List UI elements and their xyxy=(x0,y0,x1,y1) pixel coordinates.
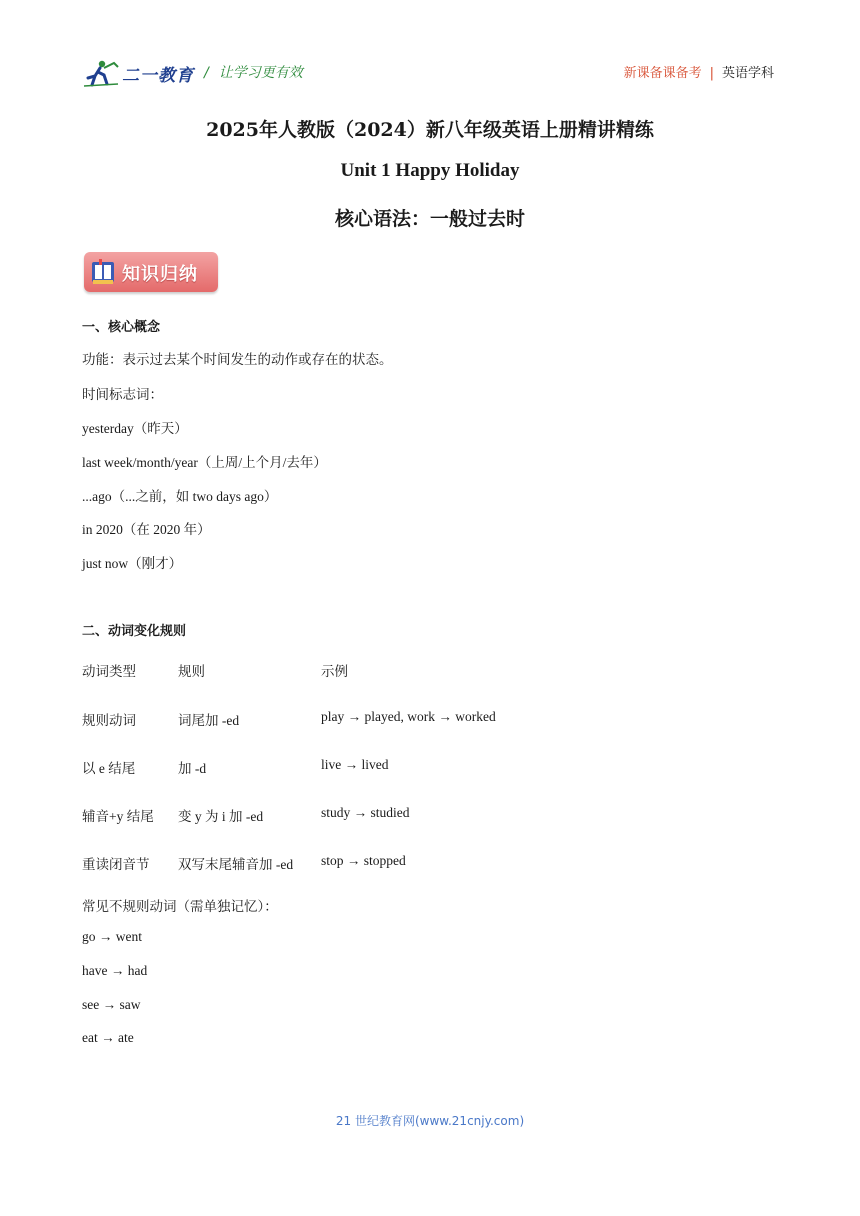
header-subject: 英语学科 xyxy=(721,66,774,81)
row-rule: 变 y 为 i 加 -ed xyxy=(178,809,264,824)
slogan-text: 让学习更有效 xyxy=(218,65,303,81)
row-example: play → played, work → worked xyxy=(321,709,496,724)
row-type: 规则动词 xyxy=(82,713,136,728)
slogan xyxy=(204,62,303,82)
row-type: 以 e 结尾 xyxy=(82,761,136,776)
logo xyxy=(82,58,194,88)
unit-title: Unit 1 Happy Holiday xyxy=(340,160,520,181)
marker-item: yesterday（昨天） xyxy=(82,421,188,436)
col-header-type: 动词类型 xyxy=(82,664,136,679)
markers-title: 时间标志词： xyxy=(82,387,163,402)
irregular-title: 常见不规则动词（需单独记忆）： xyxy=(82,899,278,914)
marker-item: ...ago（...之前，如 two days ago） xyxy=(82,489,278,504)
irregular-item: eat → ate xyxy=(82,1030,134,1045)
header-right xyxy=(624,62,774,81)
row-example: live → lived xyxy=(321,757,389,772)
badge-label: 知识归纳 xyxy=(122,264,198,285)
page-header xyxy=(82,56,774,90)
irregular-item: go → went xyxy=(82,929,142,944)
row-type: 辅音+y 结尾 xyxy=(82,809,154,824)
book-icon xyxy=(90,258,116,286)
row-type: 重读闭音节 xyxy=(82,857,150,872)
row-example: study → studied xyxy=(321,805,410,820)
row-example: stop → stopped xyxy=(321,853,406,868)
runner-logo-icon xyxy=(82,58,120,88)
main-title: 2025年人教版（2024）新八年级英语上册精讲精练 xyxy=(206,119,654,141)
marker-item: just now（刚才） xyxy=(82,556,183,571)
section2-heading: 二、动词变化规则 xyxy=(82,624,187,639)
col-header-example: 示例 xyxy=(321,664,348,679)
knowledge-summary-badge xyxy=(84,252,218,292)
marker-item: last week/month/year（上周/上个月/去年） xyxy=(82,455,327,470)
irregular-item: see → saw xyxy=(82,997,141,1012)
row-rule: 双写末尾辅音加 -ed xyxy=(178,857,294,872)
row-rule: 加 -d xyxy=(178,761,207,776)
slogan-slash: / xyxy=(204,65,209,81)
row-rule: 词尾加 -ed xyxy=(178,713,240,728)
footer-source: 21 世纪教育网(www.21cnjy.com) xyxy=(335,1114,525,1128)
section1-heading: 一、核心概念 xyxy=(82,320,161,335)
irregular-item: have → had xyxy=(82,963,148,978)
col-header-rule: 规则 xyxy=(178,664,205,679)
function-text: 功能：表示过去某个时间发生的动作或存在的状态。 xyxy=(82,352,393,367)
marker-item: in 2020（在 2020 年） xyxy=(82,522,211,537)
logo-text: 二一教育 xyxy=(122,65,194,86)
header-divider: | xyxy=(709,66,714,81)
topic-title: 核心语法：一般过去时 xyxy=(334,208,525,230)
header-course-label: 新课备课备考 xyxy=(623,66,702,81)
